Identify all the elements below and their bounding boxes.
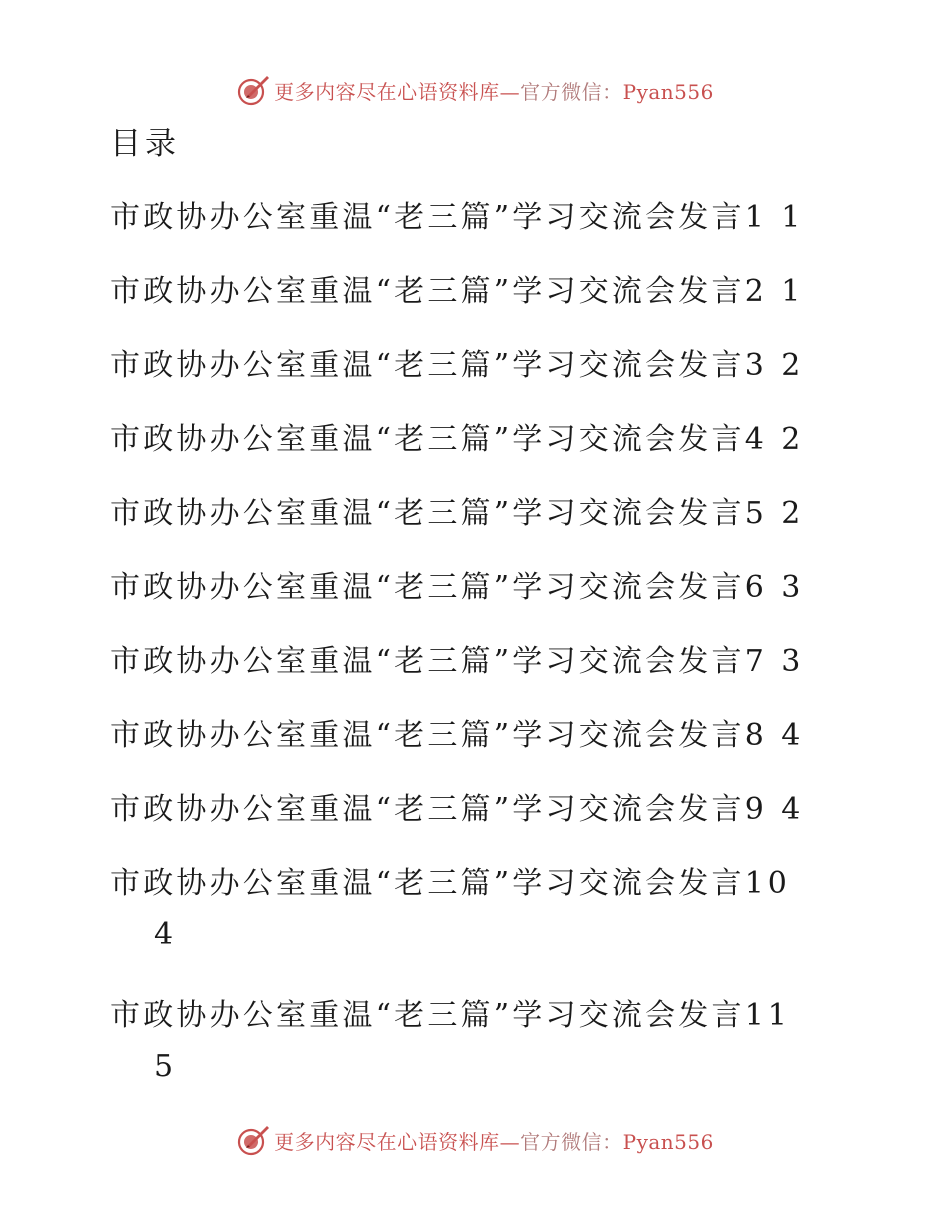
toc-entry-title: 市政协办公室重温“老三篇”学习交流会发言 xyxy=(110,866,745,901)
toc-entry-10[interactable] xyxy=(110,862,850,994)
toc-entry-title: 市政协办公室重温“老三篇”学习交流会发言 xyxy=(110,570,745,605)
toc-entry-page-continued: 5 xyxy=(154,1049,177,1084)
toc-entry-title: 市政协办公室重温“老三篇”学习交流会发言 xyxy=(110,274,745,309)
watermark-text: 更多内容尽在心语资料库—官方微信：Pyan556 xyxy=(274,1129,714,1154)
toc-entry-title: 市政协办公室重温“老三篇”学习交流会发言 xyxy=(110,496,745,531)
toc-entry-1[interactable] xyxy=(110,196,850,270)
quill-seal-icon xyxy=(236,73,270,107)
toc-entry-page: 4 2 xyxy=(744,422,805,457)
toc-entry-page: 1 1 xyxy=(744,200,805,235)
toc-entry-page: 9 4 xyxy=(744,792,805,827)
toc-entry-title: 市政协办公室重温“老三篇”学习交流会发言 xyxy=(110,998,745,1033)
toc-entry-page: 2 1 xyxy=(744,274,805,309)
toc-entry-2[interactable] xyxy=(110,270,850,344)
toc-heading: 目录 xyxy=(110,126,180,162)
watermark-text: 更多内容尽在心语资料库—官方微信：Pyan556 xyxy=(274,79,714,104)
toc-entry-page-continued: 4 xyxy=(154,917,177,952)
toc-entry-title: 市政协办公室重温“老三篇”学习交流会发言 xyxy=(110,200,745,235)
header-watermark-banner xyxy=(0,68,950,112)
toc-entry-6[interactable] xyxy=(110,566,850,640)
toc-entry-page: 11 xyxy=(744,998,791,1033)
toc-entry-page: 6 3 xyxy=(744,570,805,605)
toc-entry-7[interactable] xyxy=(110,640,850,714)
toc-entry-title: 市政协办公室重温“老三篇”学习交流会发言 xyxy=(110,644,745,679)
toc-entry-title: 市政协办公室重温“老三篇”学习交流会发言 xyxy=(110,422,745,457)
toc-entry-page: 10 xyxy=(744,866,791,901)
toc-entry-page: 8 4 xyxy=(744,718,805,753)
toc-entry-4[interactable] xyxy=(110,418,850,492)
toc-entry-page: 3 2 xyxy=(744,348,805,383)
footer-watermark-banner xyxy=(0,1118,950,1162)
toc-entry-title: 市政协办公室重温“老三篇”学习交流会发言 xyxy=(110,792,745,827)
quill-seal-icon xyxy=(236,1123,270,1157)
toc-entry-page: 5 2 xyxy=(744,496,805,531)
toc-entry-9[interactable] xyxy=(110,788,850,862)
toc-entry-title: 市政协办公室重温“老三篇”学习交流会发言 xyxy=(110,348,745,383)
toc-entry-8[interactable] xyxy=(110,714,850,788)
toc-entry-5[interactable] xyxy=(110,492,850,566)
toc-list xyxy=(110,196,850,1126)
toc-entry-11[interactable] xyxy=(110,994,850,1126)
toc-entry-title: 市政协办公室重温“老三篇”学习交流会发言 xyxy=(110,718,745,753)
toc-entry-3[interactable] xyxy=(110,344,850,418)
toc-entry-page: 7 3 xyxy=(744,644,805,679)
